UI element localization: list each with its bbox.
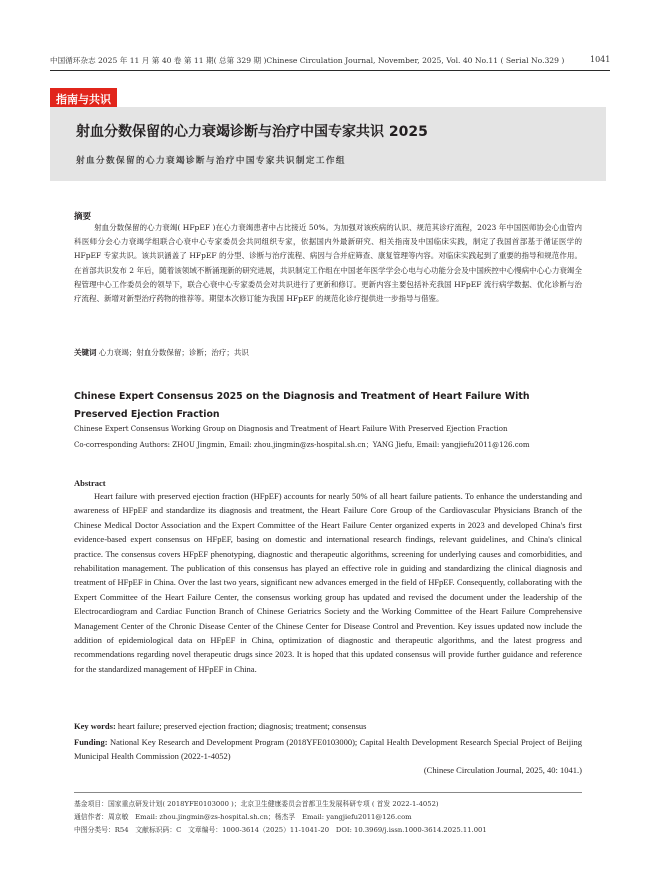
author-group-cn: 射血分数保留的心力衰竭诊断与治疗中国专家共识制定工作组 <box>76 156 346 166</box>
working-group-en: Chinese Expert Consensus Working Group on Diagnosis and Treatment of Heart Failure With Preserved Ejection Fraction <box>74 425 508 433</box>
header-rule <box>50 70 610 71</box>
abstract-label-cn: 摘要 <box>74 212 92 222</box>
section-tag: 指南与共识 <box>50 88 117 110</box>
footer-funding-cn: 基金项目：国家重点研发计划( 2018YFE0103000 )；北京卫生健康委员会首都卫生发展科研专项 ( 首发 2022-1-4052) <box>74 800 439 808</box>
abstract-body-cn: 射血分数保留的心力衰竭( HFpEF )在心力衰竭患者中占比接近 50%。为加强对该疾病的认识、规范其诊疗流程，2023 年中国医师协会心血管内科医师分会心力衰竭学组联合心衰中心专家委员会共同组织专家，依据国内外最新研究、相关指南及中国临床实践，制定了我国首部基于循证医学的 HFpEF 专家共识。该共识涵盖了 HFpEF 的分型、诊断与治疗流程、病因与合并症筛查、康复管理等内容。对临床实践起到了重要的指导和规范作用。在首部共识发布 2 年后，随着该领域不断涌现新的研究进展，共识制定工作组在中国老年医学学会心电与心功能分会及中国疾控中心慢病中心心力衰竭全程管理中心工作委员会的领导下，联合心衰中心专家委员会对共识进行了更新和修订。更新内容主要包括补充我国 HFpEF 流行病学数据、优化诊断与治疗流程、新增对新型治疗药物的推荐等。期望本次修订能为我国 HFpEF 的规范化诊疗提供进一步指导与借鉴。 <box>74 223 582 304</box>
title-box <box>50 107 606 181</box>
article-title-en: Chinese Expert Consensus 2025 on the Diagnosis and Treatment of Heart Failure With Preserved Ejection Fraction <box>74 391 530 420</box>
keywords-label-cn: 关键词 <box>74 348 97 357</box>
footer-authors-cn: 通信作者：周京敏 Email: zhou.jingmin@zs-hospital.sh.cn；杨杰孚 Email: yangjiefu2011@126.com <box>74 813 412 821</box>
citation: (Chinese Circulation Journal, 2025, 40: 1041.) <box>423 765 582 775</box>
keywords-value-en: heart failure; preserved ejection fraction; diagnosis; treatment; consensus <box>117 721 367 731</box>
page-number: 1041 <box>590 55 611 64</box>
abstract-label-en: Abstract <box>74 478 106 488</box>
funding-label-en: Funding: <box>74 737 108 747</box>
keywords-en <box>74 719 582 733</box>
footer-rule <box>74 792 582 793</box>
abstract-text-cn <box>74 221 582 306</box>
corresponding-authors-en: Co-corresponding Authors: ZHOU Jingmin, Email: zhou.jingmin@zs-hospital.sh.cn；YANG Jiefu, Email: yangjiefu2011@126.com <box>74 441 530 449</box>
abstract-text-en <box>74 489 582 676</box>
footer-classification-cn: 中图分类号：R54 文献标识码：C 文章编号：1000-3614（2025）11-1041-20 DOI: 10.3969/j.issn.1000-3614.2025.11.001 <box>74 826 487 834</box>
abstract-body-en: Heart failure with preserved ejection fraction (HFpEF) accounts for nearly 50% of all heart failure patients. To enhance the understanding and awareness of HFpEF and standardize its diagnosis and treatment, the Heart Failure Core Group of the Cardiovascular Physicians Branch of the Chinese Medical Doctor Association and the Expert Committee of the Heart Failure Center organized experts in 2023 and developed China's first evidence-based expert consensus on HFpEF, basing on domestic and international research findings, relevant guidelines, and China's clinical practice. The consensus covers HFpEF phenotyping, diagnostic and therapeutic algorithms, screening for underlying causes and comorbidities, and rehabilitation management. The publication of this consensus has played an effective role in guiding and standardizing the clinical diagnosis and treatment of HFpEF in China. Over the last two years, significant new advances emerged in the field of HFpEF. Consequently, collaborating with the Expert Committee of the Heart Failure Center, the consensus working group has updated and revised the document under the leadership of the Electrocardiogram and Cardiac Function Branch of Chinese Geriatrics Society and the Working Committee of the Heart Failure Comprehensive Management Center of the Chronic Disease Center of the Chinese Center for Disease Control and Prevention. Key issues updated now include the addition of epidemiological data on HFpEF in China, optimization of diagnostic and therapeutic algorithms, and the latest progress and recommendations regarding novel therapeutic drugs since 2023. It is hoped that this updated consensus will provide further guidance and reference for the standardized management of HFpEF in China. <box>74 491 582 674</box>
article-title-cn: 射血分数保留的心力衰竭诊断与治疗中国专家共识 2025 <box>76 124 428 140</box>
funding-value-en: National Key Research and Development Program (2018YFE0103000); Capital Health Development Research Special Project of Beijing Municipal Health Commission (2022-1-4052) <box>74 737 582 762</box>
keywords-value-cn: 心力衰竭；射血分数保留；诊断；治疗；共识 <box>98 348 249 357</box>
keywords-label-en: Key words: <box>74 721 116 731</box>
funding-en <box>74 735 582 764</box>
running-header: 中国循环杂志 2025 年 11 月 第 40 卷 第 11 期( 总第 329 期 )Chinese Circulation Journal, November, 2025, Vol. 40 No.11 ( Serial No.329 ) <box>50 56 565 65</box>
keywords-cn <box>74 346 582 360</box>
